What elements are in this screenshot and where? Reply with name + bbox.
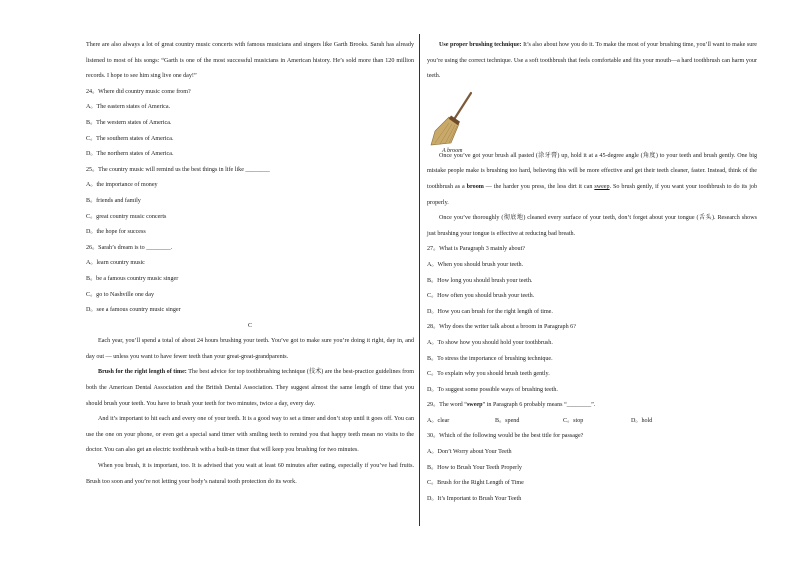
question-30: 30。Which of the following would be the best title for passage?: [427, 433, 584, 440]
question-29-text-a: 29。The word “: [427, 402, 467, 409]
broom-image: [427, 91, 487, 149]
q24-option-b: B。The western states of America.: [86, 119, 172, 126]
question-29: [427, 398, 757, 414]
paragraph-6-text-a: Once you’ve got your brush all pasted (涂牙膏) up, hold it at a 45-degree angle (角度) to your teeth and brush gently. One big mistake people make is brushing too hard, believing this will be more effective and get their teeth cleaner, faster. Instead, think of the toothbrush as a: [427, 152, 757, 190]
passage-c-paragraph-7: Once you’ve thoroughly (彻底地) cleaned every surface of your teeth, don’t forget about your tongue (舌头). Research shows just brushing your tongue is effective at reducing bad breath.: [427, 215, 757, 237]
q29-option-c: C。stop: [563, 417, 584, 424]
paragraph-6-text-c: . So brush gently, if you want your toothbrush to do its job properly.: [427, 183, 758, 206]
passage-c-paragraph-2: [86, 365, 414, 412]
passage-c-paragraph-1: Each year, you’ll spend a total of about 24 hours brushing your teeth. You’ve got to make sure you’re doing it right, day in, and day out — unless you want to have fewer teeth than your great-great-grandparents.: [86, 338, 414, 360]
question-28: 28。Why does the writer talk about a broom in Paragraph 6?: [427, 324, 576, 331]
q24-option-d: D。The northern states of America.: [86, 151, 174, 158]
q25-option-a: A。the importance of money: [86, 182, 158, 189]
q28-option-a: A。To show how you should hold your toothbrush.: [427, 339, 553, 346]
question-27: 27。What is Paragraph 3 mainly about?: [427, 246, 525, 253]
q24-option-c: C。The southern states of America.: [86, 135, 174, 142]
q29-option-a: A。clear: [427, 417, 450, 424]
passage-c-paragraph-6: [427, 149, 757, 211]
q25-option-b: B。friends and family: [86, 197, 141, 204]
paragraph-5-body: It’s also about how you do it. To make the most of your brushing time, you’ll want to make sure you’re using the correct technique. Use a soft toothbrush that feels comfortable and fits your mouth—a hard toothbrush can harm your teeth.: [427, 42, 757, 80]
passage-c-paragraph-5: [427, 38, 757, 85]
paragraph-2-body: The best advice for top toothbrushing technique (技术) are the best-practice guidelines from both the American Dental Association and the British Dental Association. They suggest almost the same length of time that you should brush your teeth. You have to brush your teeth for two minutes, twice a day, every day.: [86, 369, 415, 407]
q30-option-c: C。Brush for the Right Length of Time: [427, 480, 524, 487]
paragraph-2-heading: Brush for the right length of time:: [98, 369, 187, 376]
q29-option-d: D。hold: [631, 417, 653, 424]
q26-option-a: A。learn country music: [86, 260, 145, 267]
broom-figure: [427, 91, 757, 154]
question-24: 24。Where did country music come from?: [86, 88, 191, 95]
question-26: 26。Sarah’s dream is to ________.: [86, 244, 173, 251]
q24-option-a: A。The eastern states of America.: [86, 104, 171, 111]
sweep-word: sweep: [594, 183, 610, 190]
question-29-text-b: ” in Paragraph 6 probably means “________”.: [482, 402, 596, 409]
broom-word: broom: [466, 183, 484, 190]
passage-c-paragraph-4: When you brush, it is important, too. It is advised that you wait at least 60 minutes after eating, especially if you’ve had fruits. Brush too soon and you’re not letting your body’s natural tooth protection do its work.: [86, 463, 414, 485]
right-column: [427, 38, 757, 507]
passage-c-paragraph-3: And it’s important to hit each and every one of your teeth. It is a good way to set a timer and don’t stop until it goes off. You can use the one on your phone, or even get a special sand timer with smiling teeth to remind you that happy teeth mean no visits to the doctor. You can also get an electric toothbrush with a built-in timer that will keep you brushing for two minutes.: [86, 416, 414, 454]
broom-caption: A broom: [442, 147, 463, 154]
q29-options: [427, 414, 757, 430]
question-25: 25。The country music will remind us the best things in life like ________: [86, 166, 270, 173]
left-column: [86, 38, 414, 490]
q30-option-d: D。It’s Important to Brush Your Teeth: [427, 495, 522, 502]
q30-option-a: A。Don’t Worry about Your Teeth: [427, 449, 512, 456]
q28-option-c: C。To explain why you should brush teeth gently.: [427, 371, 550, 378]
paragraph-5-heading: Use proper brushing technique:: [439, 42, 522, 48]
q27-option-d: D。How you can brush for the right length of time.: [427, 308, 553, 315]
q25-option-d: D。the hope for success: [86, 229, 146, 236]
q25-option-c: C。great country music concerts: [86, 213, 167, 220]
question-29-word: sweep: [466, 402, 483, 409]
q28-option-b: B。To stress the importance of brushing technique.: [427, 355, 553, 362]
q27-option-b: B。How long you should brush your teeth.: [427, 277, 533, 284]
q27-option-a: A。When you should brush your teeth.: [427, 261, 524, 268]
passage-b-paragraph: There are also always a lot of great country music concerts with famous musicians and singers like Garth Brooks. Sarah has already listened to most of his songs: “Garth is one of the most successful musicians in American history. He’s sold more than 120 million records. I hope to see him sing live one day!”: [86, 42, 414, 80]
section-c-heading: C: [247, 322, 253, 329]
q26-option-d: D。see a famous country music singer: [86, 307, 181, 314]
column-divider: [419, 34, 420, 526]
q29-option-b: B。spend: [495, 417, 520, 424]
q30-option-b: B。How to Brush Your Teeth Properly: [427, 464, 522, 471]
paragraph-6-text-b: — the harder you press, the less dirt it can: [483, 183, 595, 190]
q28-option-d: D。To suggest some possible ways of brushing teeth.: [427, 386, 558, 393]
q26-option-b: B。be a famous country music singer: [86, 275, 179, 282]
q26-option-c: C。go to Nashville one day: [86, 291, 155, 298]
q27-option-c: C。How often you should brush your teeth.: [427, 293, 535, 300]
